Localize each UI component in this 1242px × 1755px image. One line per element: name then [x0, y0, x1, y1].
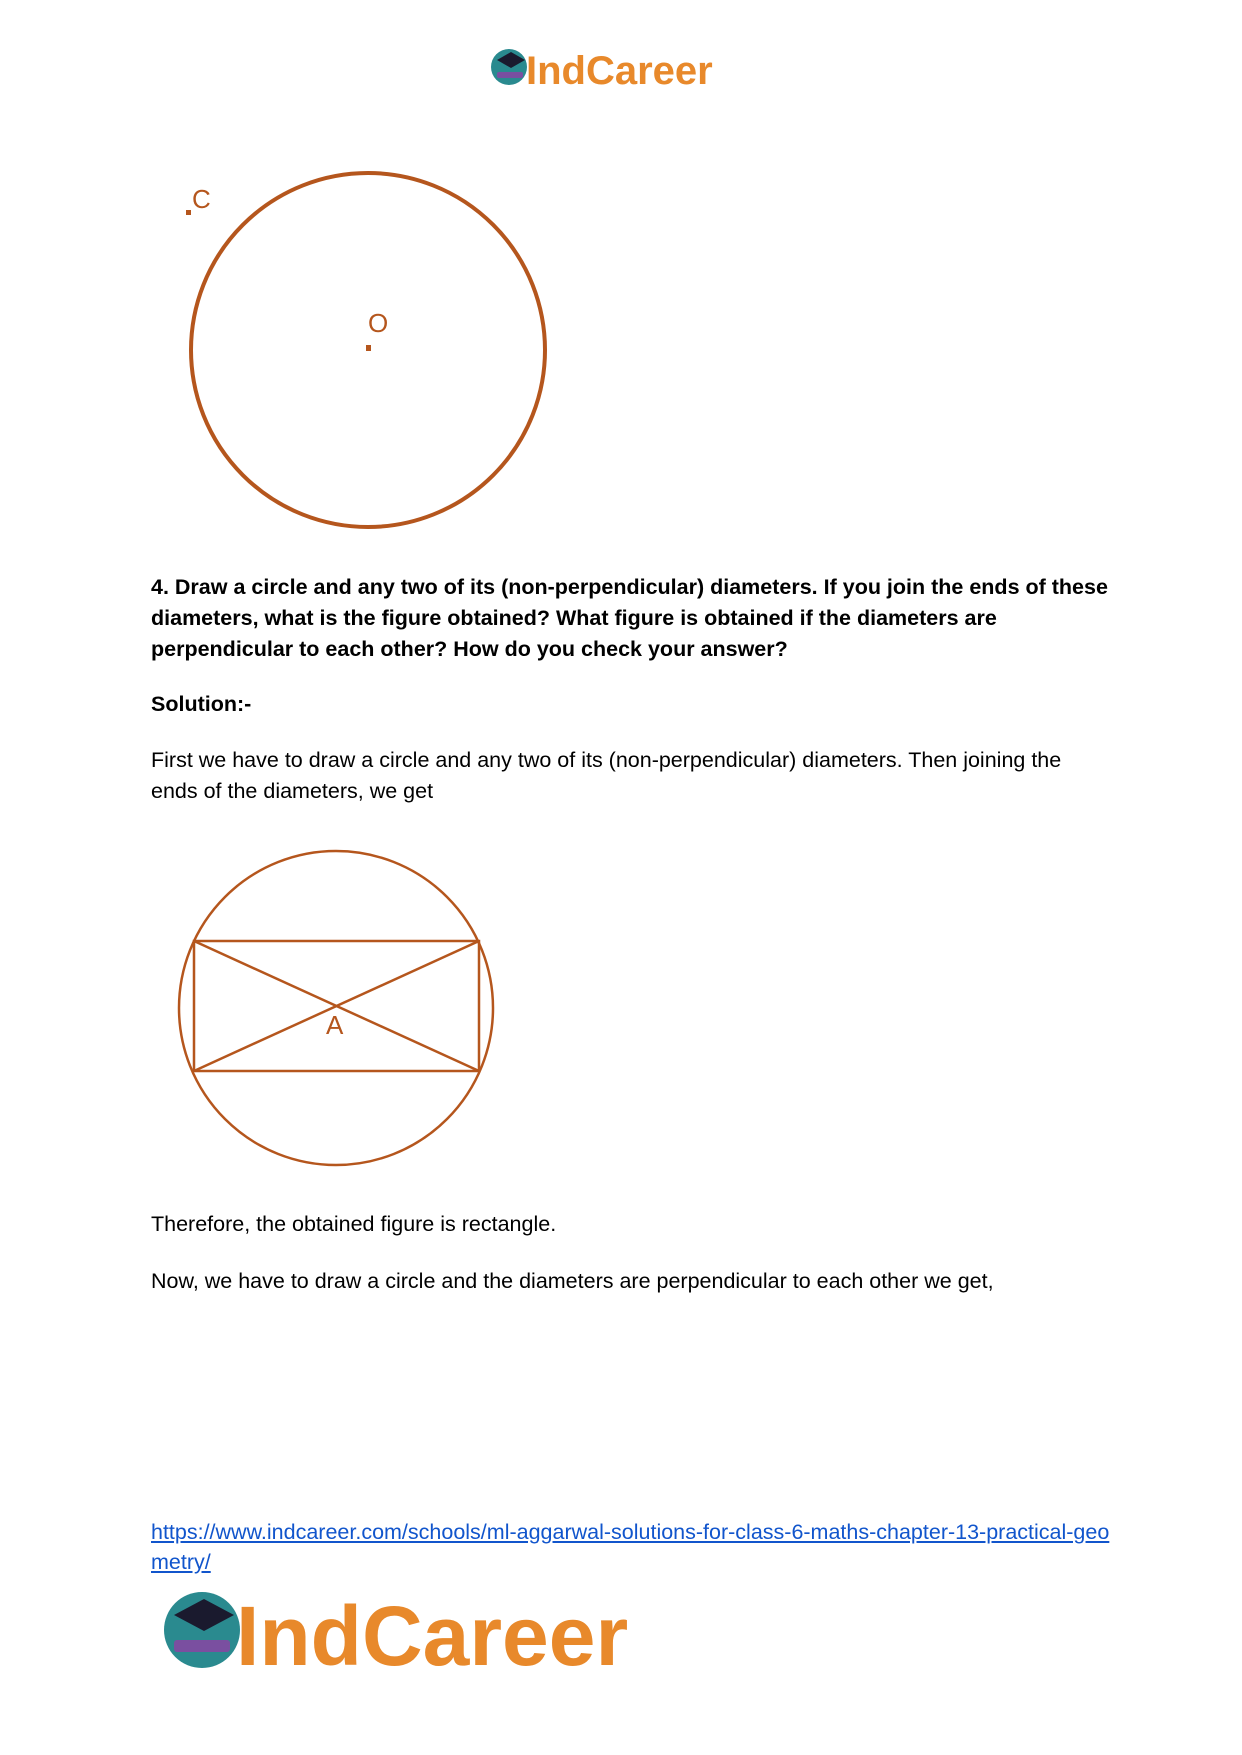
solution-paragraph-1: First we have to draw a circle and any two of its (non-perpendicular) diameters. Then joining the ends of the diameters, we get — [151, 748, 1062, 803]
solution-heading: Solution:- — [151, 692, 252, 716]
footer-logo-text: IndCareer — [236, 1589, 629, 1675]
point-c-dot — [186, 210, 191, 215]
center-a-label: A — [326, 1010, 344, 1040]
point-o-label: O — [368, 308, 389, 338]
figure-circle-rectangle — [170, 848, 510, 1183]
header-logo-text: IndCareer — [526, 49, 713, 92]
source-link[interactable]: https://www.indcareer.com/schools/ml-aggarwal-solutions-for-class-6-maths-chapter-13-practical-geometry/ — [151, 1520, 1110, 1574]
circle-shape — [179, 851, 493, 1165]
question-text: 4. Draw a circle and any two of its (non-perpendicular) diameters. If you join the ends of these diameters, what is the figure obtained? What figure is obtained if the diameters are perpendicular to each other? How do you check your answer? — [151, 575, 1108, 661]
point-o-dot — [366, 345, 371, 351]
figure-circle-with-points — [170, 160, 570, 545]
point-c-label: C — [192, 184, 211, 214]
solution-paragraph-2: Therefore, the obtained figure is rectangle. — [151, 1212, 557, 1236]
footer-logo — [160, 1585, 710, 1675]
header-logo — [489, 42, 769, 92]
solution-paragraph-3: Now, we have to draw a circle and the diameters are perpendicular to each other we get, — [151, 1269, 994, 1293]
